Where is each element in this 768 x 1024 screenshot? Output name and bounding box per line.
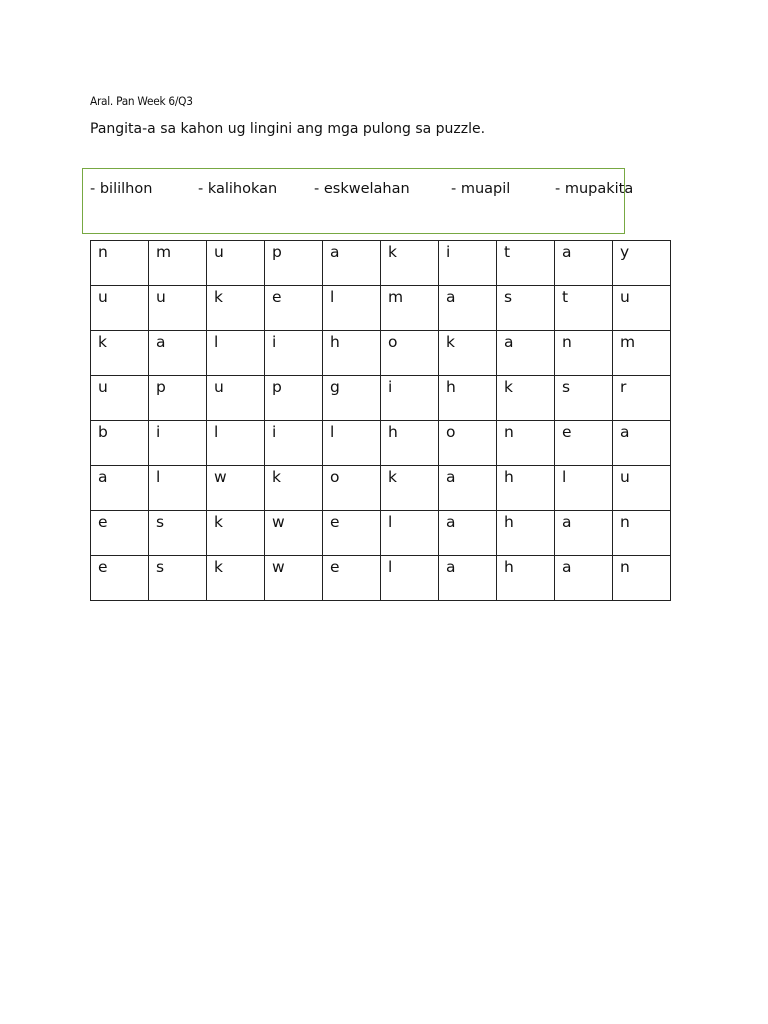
grid-letter: s <box>504 288 513 306</box>
grid-letter: u <box>156 288 166 306</box>
grid-letter: u <box>620 288 630 306</box>
grid-cell[interactable] <box>439 331 497 376</box>
grid-cell[interactable] <box>613 466 671 511</box>
grid-cell[interactable] <box>207 331 265 376</box>
grid-cell[interactable] <box>381 241 439 286</box>
grid-cell[interactable] <box>439 286 497 331</box>
grid-cell[interactable] <box>497 331 555 376</box>
grid-cell[interactable] <box>207 421 265 466</box>
grid-cell[interactable] <box>149 466 207 511</box>
grid-cell[interactable] <box>149 286 207 331</box>
grid-cell[interactable] <box>555 421 613 466</box>
grid-cell[interactable] <box>265 511 323 556</box>
grid-letter: n <box>562 333 572 351</box>
grid-letter: k <box>446 333 455 351</box>
grid-cell[interactable] <box>439 376 497 421</box>
word-bank-item: - muapil <box>451 181 511 197</box>
grid-cell[interactable] <box>207 466 265 511</box>
word-bank-item: - eskwelahan <box>314 181 410 197</box>
grid-cell[interactable] <box>613 286 671 331</box>
grid-cell[interactable] <box>265 286 323 331</box>
grid-letter: t <box>504 243 511 261</box>
grid-cell[interactable] <box>381 286 439 331</box>
grid-letter: s <box>156 513 165 531</box>
word-bank-item: - kalihokan <box>198 181 278 197</box>
grid-letter: a <box>620 423 630 441</box>
grid-cell[interactable] <box>613 421 671 466</box>
word-search-grid <box>90 240 671 601</box>
grid-cell[interactable] <box>613 331 671 376</box>
grid-letter: o <box>446 423 456 441</box>
grid-letter: s <box>562 378 571 396</box>
grid-letter: s <box>156 558 165 576</box>
grid-row <box>91 331 671 376</box>
grid-letter: u <box>98 378 108 396</box>
grid-cell[interactable] <box>497 241 555 286</box>
grid-letter: e <box>330 558 340 576</box>
grid-letter: o <box>388 333 398 351</box>
subject-week-label: Aral. Pan Week 6/Q3 <box>90 94 193 108</box>
grid-letter: p <box>272 243 282 261</box>
grid-letter: e <box>272 288 282 306</box>
grid-cell[interactable] <box>555 331 613 376</box>
grid-letter: h <box>330 333 340 351</box>
grid-letter: e <box>330 513 340 531</box>
grid-letter: y <box>620 243 630 261</box>
grid-cell[interactable] <box>149 511 207 556</box>
grid-letter: k <box>504 378 513 396</box>
grid-cell[interactable] <box>91 466 149 511</box>
grid-cell[interactable] <box>381 421 439 466</box>
grid-letter: i <box>272 333 277 351</box>
grid-letter: h <box>504 468 514 486</box>
grid-cell[interactable] <box>207 241 265 286</box>
grid-cell[interactable] <box>613 511 671 556</box>
grid-cell[interactable] <box>91 241 149 286</box>
grid-cell[interactable] <box>381 466 439 511</box>
grid-letter: k <box>388 468 397 486</box>
grid-cell[interactable] <box>439 466 497 511</box>
grid-letter: m <box>388 288 404 306</box>
grid-letter: h <box>446 378 456 396</box>
grid-letter: a <box>98 468 108 486</box>
grid-letter: k <box>214 288 223 306</box>
grid-letter: l <box>388 513 393 531</box>
grid-letter: a <box>446 468 456 486</box>
grid-cell[interactable] <box>497 376 555 421</box>
instruction-text: Pangita-a sa kahon ug lingini ang mga pulong sa puzzle. <box>90 121 486 137</box>
grid-letter: b <box>98 423 108 441</box>
grid-letter: a <box>562 558 572 576</box>
grid-letter: p <box>156 378 166 396</box>
grid-letter: t <box>562 288 569 306</box>
grid-cell[interactable] <box>439 241 497 286</box>
grid-letter: e <box>98 513 108 531</box>
grid-cell[interactable] <box>207 556 265 601</box>
grid-letter: w <box>214 468 227 486</box>
grid-letter: g <box>330 378 340 396</box>
grid-letter: w <box>272 513 285 531</box>
grid-cell[interactable] <box>613 376 671 421</box>
grid-cell[interactable] <box>555 241 613 286</box>
grid-row <box>91 286 671 331</box>
grid-letter: a <box>446 558 456 576</box>
grid-cell[interactable] <box>381 331 439 376</box>
grid-row <box>91 421 671 466</box>
grid-letter: a <box>330 243 340 261</box>
grid-cell[interactable] <box>265 331 323 376</box>
word-bank-item: - mupakita <box>555 181 634 197</box>
grid-cell[interactable] <box>149 556 207 601</box>
grid-letter: l <box>330 423 335 441</box>
grid-letter: k <box>98 333 107 351</box>
grid-cell[interactable] <box>555 466 613 511</box>
grid-letter: i <box>388 378 393 396</box>
grid-letter: u <box>620 468 630 486</box>
grid-cell[interactable] <box>381 376 439 421</box>
grid-cell[interactable] <box>439 421 497 466</box>
grid-cell[interactable] <box>207 511 265 556</box>
grid-cell[interactable] <box>207 286 265 331</box>
grid-cell[interactable] <box>497 466 555 511</box>
grid-cell[interactable] <box>613 556 671 601</box>
grid-cell[interactable] <box>613 241 671 286</box>
grid-letter: n <box>98 243 108 261</box>
grid-cell[interactable] <box>497 556 555 601</box>
grid-letter: h <box>504 558 514 576</box>
grid-cell[interactable] <box>149 376 207 421</box>
grid-row <box>91 376 671 421</box>
grid-letter: p <box>272 378 282 396</box>
grid-cell[interactable] <box>265 466 323 511</box>
grid-cell[interactable] <box>91 421 149 466</box>
word-bank-box <box>82 168 625 234</box>
grid-letter: r <box>620 378 627 396</box>
grid-cell[interactable] <box>323 511 381 556</box>
grid-letter: a <box>504 333 514 351</box>
grid-letter: o <box>330 468 340 486</box>
grid-row <box>91 466 671 511</box>
grid-cell[interactable] <box>323 331 381 376</box>
grid-cell[interactable] <box>381 511 439 556</box>
grid-letter: l <box>214 423 219 441</box>
grid-letter: l <box>562 468 567 486</box>
grid-letter: k <box>214 513 223 531</box>
grid-row <box>91 241 671 286</box>
grid-cell[interactable] <box>439 511 497 556</box>
grid-letter: w <box>272 558 285 576</box>
grid-cell[interactable] <box>91 556 149 601</box>
grid-letter: h <box>504 513 514 531</box>
grid-cell[interactable] <box>91 331 149 376</box>
grid-cell[interactable] <box>323 421 381 466</box>
grid-letter: u <box>214 243 224 261</box>
grid-letter: k <box>214 558 223 576</box>
grid-cell[interactable] <box>323 286 381 331</box>
grid-letter: a <box>446 513 456 531</box>
grid-cell[interactable] <box>91 376 149 421</box>
grid-cell[interactable] <box>555 286 613 331</box>
grid-letter: a <box>446 288 456 306</box>
grid-letter: l <box>156 468 161 486</box>
grid-cell[interactable] <box>497 511 555 556</box>
grid-cell[interactable] <box>149 241 207 286</box>
grid-cell[interactable] <box>497 421 555 466</box>
grid-cell[interactable] <box>265 421 323 466</box>
grid-letter: k <box>272 468 281 486</box>
grid-cell[interactable] <box>323 376 381 421</box>
grid-letter: n <box>620 558 630 576</box>
grid-cell[interactable] <box>555 376 613 421</box>
grid-letter: a <box>562 513 572 531</box>
grid-cell[interactable] <box>207 376 265 421</box>
grid-letter: e <box>562 423 572 441</box>
grid-letter: m <box>620 333 636 351</box>
grid-letter: a <box>562 243 572 261</box>
grid-cell[interactable] <box>149 421 207 466</box>
grid-letter: n <box>504 423 514 441</box>
grid-cell[interactable] <box>91 286 149 331</box>
grid-letter: m <box>156 243 172 261</box>
grid-letter: l <box>330 288 335 306</box>
grid-letter: i <box>446 243 451 261</box>
word-bank-item: - bililhon <box>90 181 153 197</box>
grid-row <box>91 511 671 556</box>
grid-row <box>91 556 671 601</box>
grid-cell[interactable] <box>439 556 497 601</box>
grid-cell[interactable] <box>323 466 381 511</box>
grid-letter: l <box>388 558 393 576</box>
grid-letter: i <box>156 423 161 441</box>
grid-cell[interactable] <box>265 241 323 286</box>
grid-cell[interactable] <box>555 511 613 556</box>
grid-letter: i <box>272 423 277 441</box>
grid-cell[interactable] <box>91 511 149 556</box>
grid-letter: a <box>156 333 166 351</box>
grid-cell[interactable] <box>555 556 613 601</box>
grid-letter: e <box>98 558 108 576</box>
grid-letter: u <box>98 288 108 306</box>
grid-cell[interactable] <box>323 556 381 601</box>
grid-cell[interactable] <box>323 241 381 286</box>
grid-letter: h <box>388 423 398 441</box>
grid-letter: n <box>620 513 630 531</box>
grid-cell[interactable] <box>265 556 323 601</box>
grid-letter: u <box>214 378 224 396</box>
grid-cell[interactable] <box>497 286 555 331</box>
grid-cell[interactable] <box>265 376 323 421</box>
grid-cell[interactable] <box>149 331 207 376</box>
grid-letter: l <box>214 333 219 351</box>
grid-cell[interactable] <box>381 556 439 601</box>
grid-letter: k <box>388 243 397 261</box>
